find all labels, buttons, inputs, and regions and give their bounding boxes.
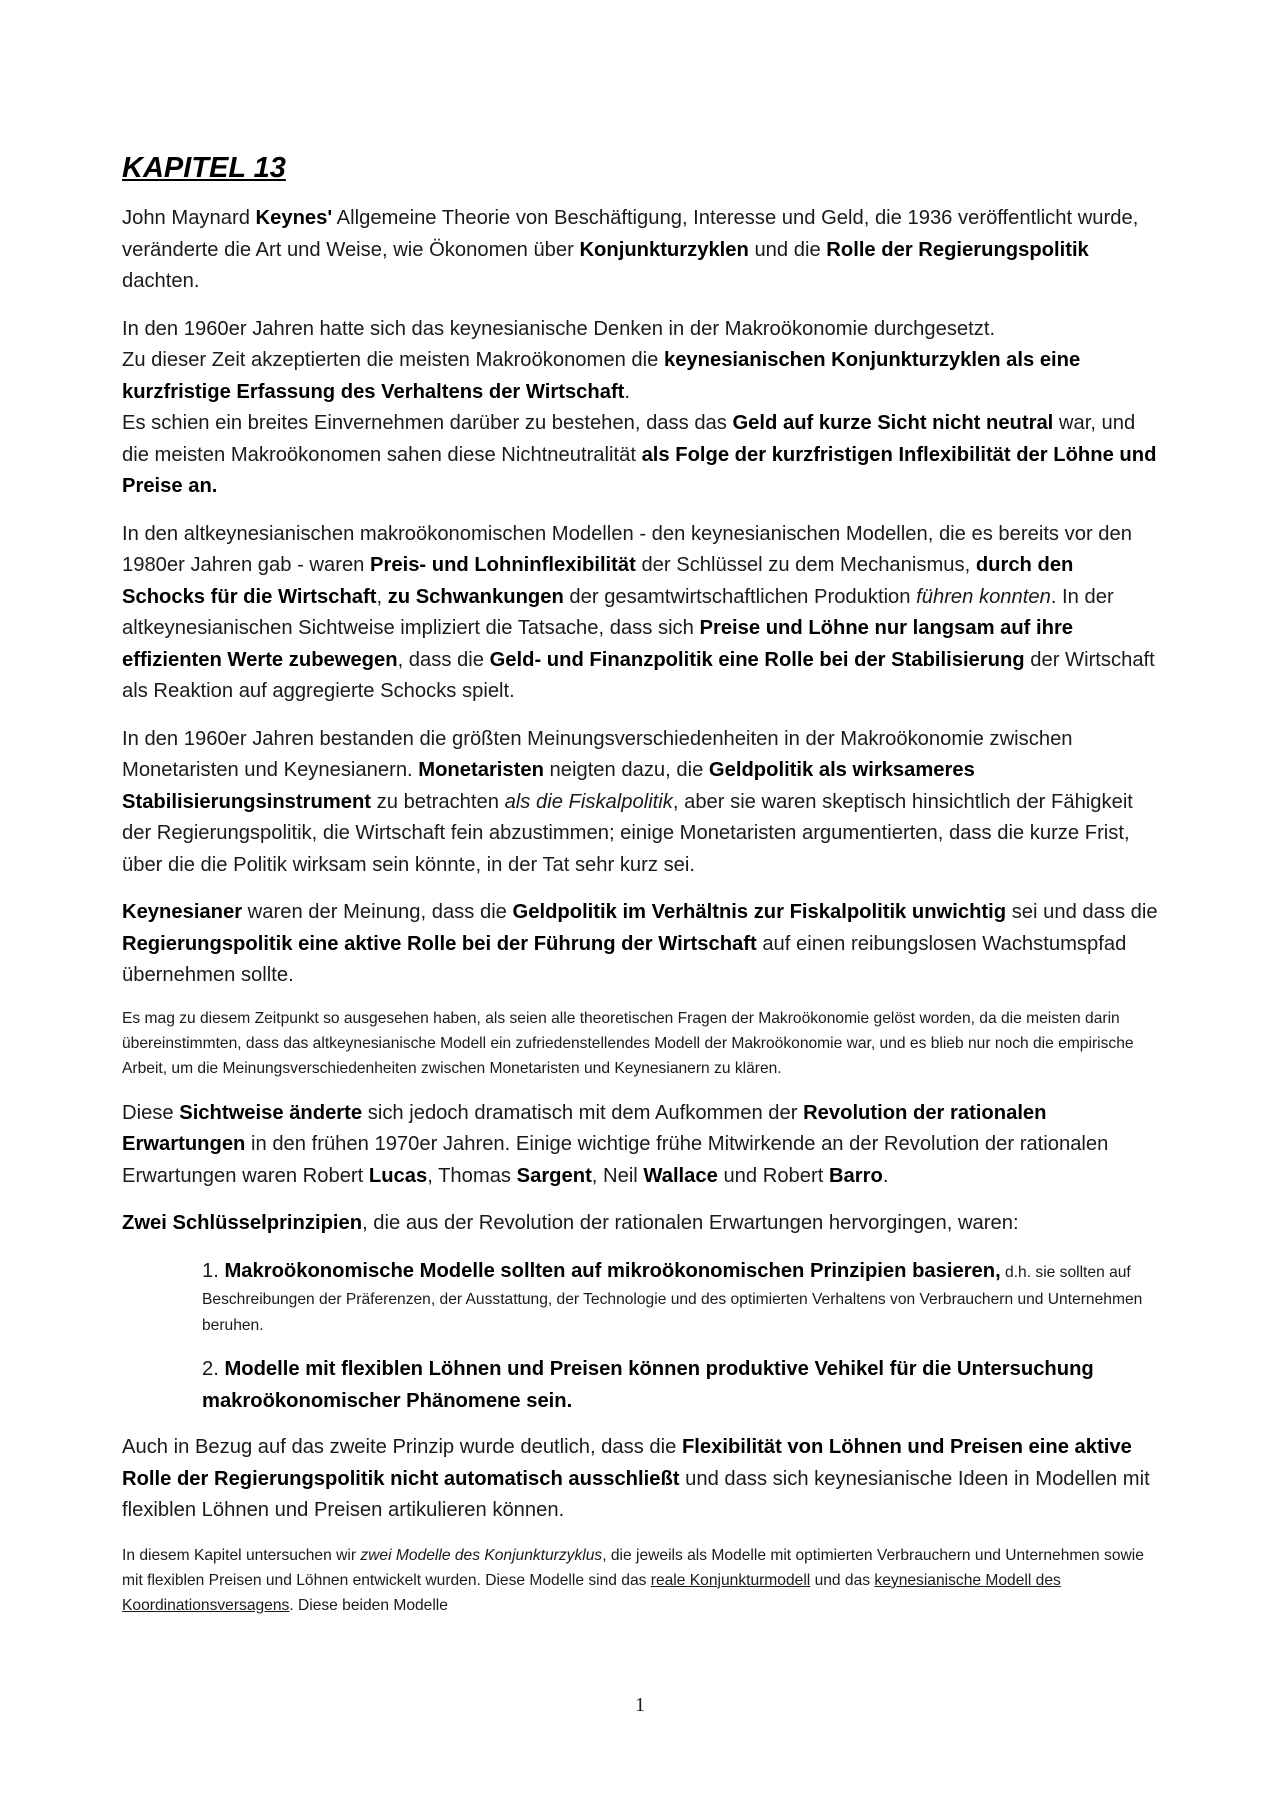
paragraph-keynesians: Keynesianer waren der Meinung, dass die Geldpolitik im Verhältnis zur Fiskalpolitik unwichtig sei und dass die Regierungspolitik eine aktive Rolle bei der Führung der Wirtschaft auf einen reibungslosen Wachstumspfad übernehmen sollte. (122, 901, 1158, 987)
paragraph-two-principles: Zwei Schlüsselprinzipien, die aus der Revolution der rationalen Erwartungen hervorgingen, waren: (122, 1212, 1019, 1235)
paragraph-second-principle: Auch in Bezug auf das zweite Prinzip wurde deutlich, dass die Flexibilität von Löhnen und Preisen eine aktive Rolle der Regierungspolitik nicht automatisch ausschließt und dass sich keynesianische Ideen in Modellen mit flexiblen Löhnen und Preisen artikulieren können. (122, 1436, 1150, 1522)
paragraph-keynes-intro: John Maynard Keynes' Allgemeine Theorie von Beschäftigung, Interesse und Geld, die 1936 veröffentlicht wurde, veränderte die Art und Weise, wie Ökonomen über Konjunkturzyklen und die Rolle der Regierungspolitik dachten. (122, 207, 1139, 293)
principles-list (122, 1256, 1160, 1418)
paragraph-1960s-consensus: In den 1960er Jahren hatte sich das keynesianische Denken in der Makroökonomie durchgesetzt. Zu dieser Zeit akzeptierten die meisten Makroökonomen die keynesianischen Konjunkturzyklen als eine kurzfristige Erfassung des Verhaltens der Wirtschaft. Es schien ein breites Einvernehmen darüber zu bestehen, dass das Geld auf kurze Sicht nicht neutral war, und die meisten Makroökonomen sahen diese Nichtneutralität als Folge der kurzfristigen Inflexibilität der Löhne und Preise an. (122, 317, 1157, 498)
paragraph-rational-expectations: Diese Sichtweise änderte sich jedoch dramatisch mit dem Aufkommen der Revolution der rationalen Erwartungen in den frühen 1970er Jahren. Einige wichtige frühe Mitwirkende an der Revolution der rationalen Erwartungen waren Robert Lucas, Thomas Sargent, Neil Wallace und Robert Barro. (122, 1101, 1109, 1187)
list-item: 1. Makroökonomische Modelle sollten auf mikroökonomischen Prinzipien basieren, d.h. sie sollten auf Beschreibungen der Präferenzen, der Ausstattung, der Technologie und des optimierten Verhaltens von Verbrauchern und Unternehmen beruhen. (202, 1259, 1143, 1335)
paragraph-chapter-overview: In diesem Kapitel untersuchen wir zwei Modelle des Konjunkturzyklus, die jeweils als Modelle mit optimierten Verbrauchern und Unternehmen sowie mit flexiblen Preisen und Löhnen entwickelt wurden. Diese Modelle sind das reale Konjunkturmodell und das keynesianische Modell des Koordinationsversagens. Diese beiden Modelle (122, 1546, 1144, 1614)
paragraph-small-note: Es mag zu diesem Zeitpunkt so ausgesehen haben, als seien alle theoretischen Fragen der Makroökonomie gelöst worden, da die meisten darin übereinstimmten, dass das altkeynesianische Modell ein zufriedenstellendes Modell der Makroökonomie war, und es blieb nur noch die empirische Arbeit, um die Meinungsverschiedenheiten zwischen Monetaristen und Keynesianern zu klären. (122, 1009, 1134, 1077)
list-item: 2. Modelle mit flexiblen Löhnen und Preisen können produktive Vehikel für die Untersuchung makroökonomischer Phänomene sein. (202, 1358, 1094, 1412)
chapter-title: KAPITEL 13 (122, 152, 286, 184)
page-number: 1 (635, 1694, 645, 1716)
paragraph-old-keynesian-models: In den altkeynesianischen makroökonomischen Modellen - den keynesianischen Modellen, die es bereits vor den 1980er Jahren gab - waren Preis- und Lohninflexibilität der Schlüssel zu dem Mechanismus, durch den Schocks für die Wirtschaft, zu Schwankungen der gesamtwirtschaftlichen Produktion führen konnten. In der altkeynesianischen Sichtweise impliziert die Tatsache, dass sich Preise und Löhne nur langsam auf ihre effizienten Werte zubewegen, dass die Geld- und Finanzpolitik eine Rolle bei der Stabilisierung der Wirtschaft als Reaktion auf aggregierte Schocks spielt. (122, 522, 1155, 703)
paragraph-monetarists: In den 1960er Jahren bestanden die größten Meinungsverschiedenheiten in der Makroökonomie zwischen Monetaristen und Keynesianern. Monetaristen neigten dazu, die Geldpolitik als wirksameres Stabilisierungsinstrument zu betrachten als die Fiskalpolitik, aber sie waren skeptisch hinsichtlich der Fähigkeit der Regierungspolitik, die Wirtschaft fein abzustimmen; einige Monetaristen argumentierten, dass die kurze Frist, über die die Politik wirksam sein könnte, in der Tat sehr kurz sei. (122, 727, 1133, 876)
